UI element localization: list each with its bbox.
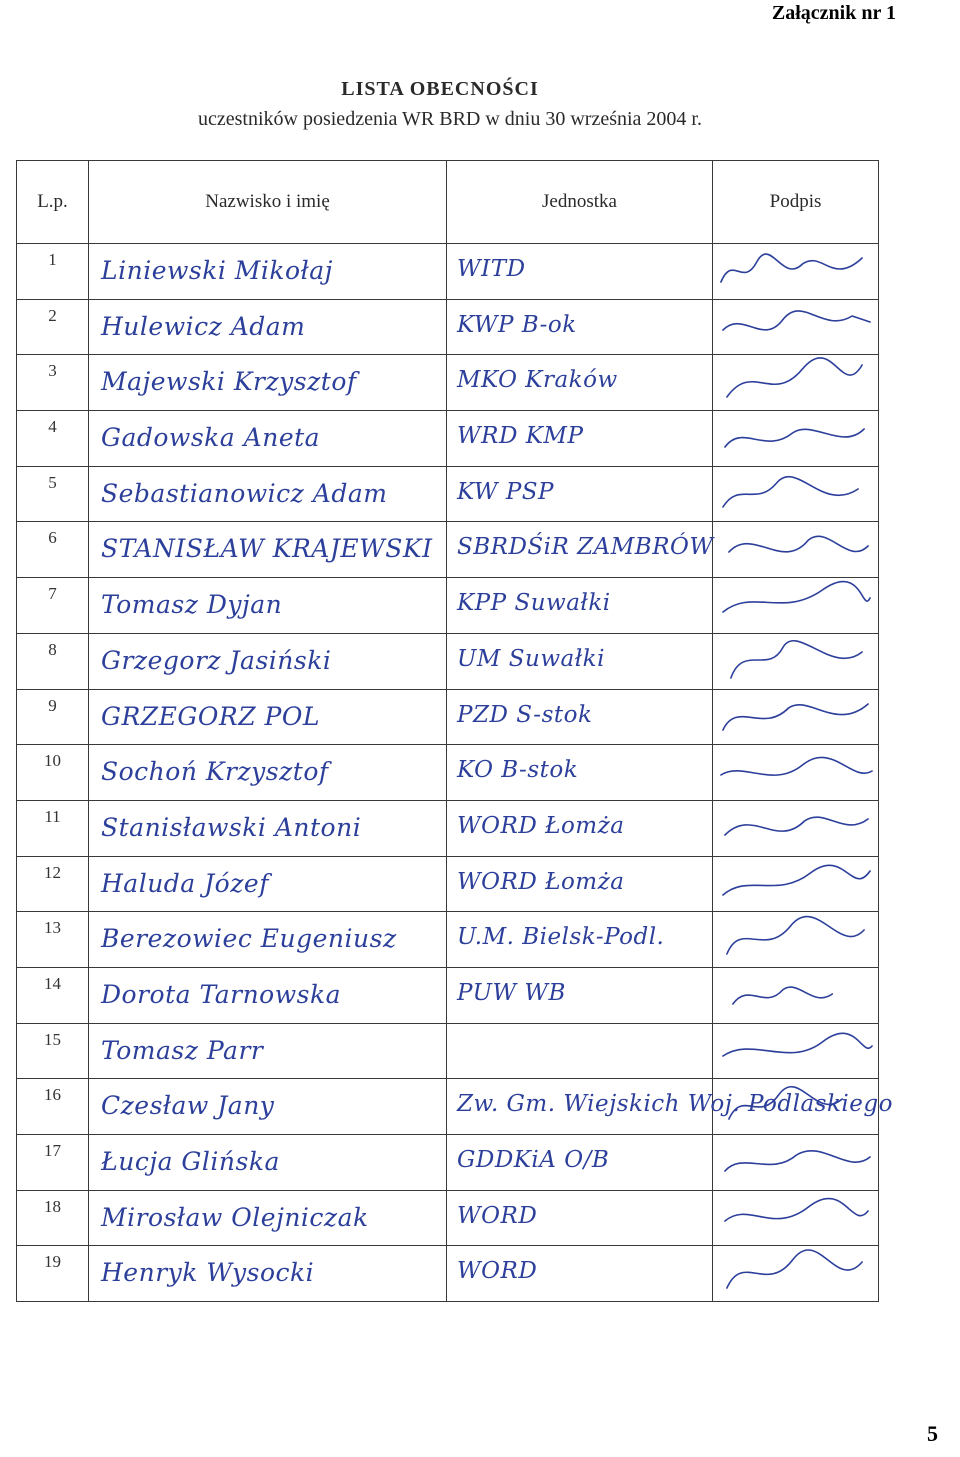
cell-unit — [447, 299, 713, 355]
signature-stroke — [723, 311, 870, 330]
handwritten-unit: KW PSP — [457, 478, 555, 505]
annex-label: Załącznik nr 1 — [771, 2, 896, 24]
handwritten-unit: MKO Kraków — [457, 367, 618, 394]
table-row — [17, 244, 879, 300]
signature-stroke — [727, 1250, 862, 1288]
handwritten-unit: PUW WB — [457, 979, 566, 1006]
handwritten-name: Sochoń Krzysztof — [101, 757, 329, 787]
handwritten-unit: KPP Suwałki — [457, 590, 611, 617]
cell-signature — [713, 800, 879, 856]
header-lp: L.p. — [17, 161, 89, 244]
cell-lp — [17, 244, 89, 300]
cell-lp — [17, 912, 89, 968]
handwritten-name: Berezowiec Eugeniusz — [101, 924, 397, 954]
cell-signature — [713, 1190, 879, 1246]
signature-mark — [713, 578, 878, 632]
header-name: Nazwisko i imię — [89, 161, 447, 244]
table-row — [17, 1246, 879, 1302]
table-row — [17, 466, 879, 522]
cell-name — [89, 967, 447, 1023]
signature-stroke — [727, 917, 864, 954]
table-row — [17, 1023, 879, 1079]
cell-signature — [713, 856, 879, 912]
signature-mark — [713, 1024, 878, 1078]
handwritten-unit: WITD — [457, 256, 526, 282]
cell-name — [89, 355, 447, 411]
cell-lp — [17, 578, 89, 634]
cell-unit — [447, 411, 713, 467]
cell-lp — [17, 633, 89, 689]
handwritten-name: Sebastianowicz Adam — [101, 478, 388, 508]
table-row — [17, 689, 879, 745]
cell-lp — [17, 856, 89, 912]
row-number: 17 — [44, 1141, 61, 1160]
handwritten-name: Stanisławski Antoni — [101, 812, 362, 842]
cell-lp — [17, 1079, 89, 1135]
cell-unit — [447, 912, 713, 968]
table-row — [17, 299, 879, 355]
signature-stroke — [729, 537, 868, 553]
handwritten-name: Łucja Glińska — [101, 1147, 280, 1176]
cell-lp — [17, 1023, 89, 1079]
cell-name — [89, 1190, 447, 1246]
handwritten-name: GRZEGORZ POL — [101, 701, 320, 731]
handwritten-name: STANISŁAW KRAJEWSKI — [101, 534, 433, 564]
signature-stroke — [733, 987, 832, 1004]
cell-name — [89, 912, 447, 968]
table-row — [17, 578, 879, 634]
signature-mark — [713, 467, 878, 521]
row-number: 19 — [44, 1252, 61, 1272]
row-number: 1 — [48, 250, 57, 269]
cell-unit — [447, 466, 713, 522]
handwritten-unit — [447, 1024, 712, 1036]
signature-stroke — [731, 641, 862, 678]
cell-signature — [713, 912, 879, 968]
signature-mark — [713, 690, 878, 744]
cell-unit — [447, 1135, 713, 1191]
cell-signature — [713, 1023, 879, 1079]
table-row — [17, 856, 879, 912]
handwritten-unit: WORD Łomża — [457, 868, 625, 895]
handwritten-name: Tomasz Dyjan — [101, 590, 283, 620]
table-row — [17, 967, 879, 1023]
signature-stroke — [723, 1033, 872, 1056]
cell-signature — [713, 299, 879, 355]
handwritten-unit: KWP B-ok — [457, 311, 577, 338]
cell-signature — [713, 522, 879, 578]
handwritten-name: Gadowska Aneta — [101, 423, 321, 453]
cell-name — [89, 522, 447, 578]
cell-signature — [713, 633, 879, 689]
cell-unit — [447, 856, 713, 912]
cell-name — [89, 633, 447, 689]
row-number: 2 — [48, 305, 57, 325]
cell-signature — [713, 745, 879, 801]
signature-mark — [713, 355, 878, 409]
row-number: 14 — [44, 973, 61, 993]
table-header-row — [17, 161, 879, 244]
cell-signature — [713, 355, 879, 411]
row-number: 18 — [44, 1196, 61, 1216]
cell-unit — [447, 578, 713, 634]
cell-lp — [17, 411, 89, 467]
signature-stroke — [723, 582, 870, 612]
cell-name — [89, 1246, 447, 1302]
handwritten-name: Hulewicz Adam — [101, 311, 306, 341]
signature-stroke — [723, 865, 870, 895]
cell-unit — [447, 1023, 713, 1079]
signature-mark — [713, 745, 878, 799]
handwritten-unit: WORD Łomża — [457, 812, 625, 839]
signature-stroke — [725, 429, 864, 447]
row-number: 12 — [44, 862, 61, 882]
signature-stroke — [721, 254, 862, 282]
signature-stroke — [725, 1198, 868, 1220]
page-number: 5 — [927, 1421, 938, 1446]
cell-name — [89, 466, 447, 522]
handwritten-unit: Zw. Gm. Wiejskich Woj. Podlaskiego — [457, 1091, 893, 1118]
signature-mark — [713, 1191, 878, 1245]
row-number: 3 — [48, 361, 57, 381]
cell-name — [89, 1135, 447, 1191]
handwritten-name: Czesław Jany — [101, 1091, 275, 1121]
row-number: 8 — [48, 639, 57, 659]
row-number: 10 — [44, 751, 61, 771]
cell-name — [89, 299, 447, 355]
cell-signature — [713, 466, 879, 522]
cell-unit — [447, 689, 713, 745]
cell-name — [89, 800, 447, 856]
cell-lp — [17, 1246, 89, 1302]
handwritten-unit: WORD — [457, 1202, 538, 1229]
cell-name — [89, 578, 447, 634]
table-row — [17, 522, 879, 578]
table-row — [17, 1190, 879, 1246]
cell-name — [89, 1023, 447, 1079]
cell-lp — [17, 355, 89, 411]
table-row — [17, 355, 879, 411]
signature-stroke — [727, 358, 862, 397]
table-row — [17, 411, 879, 467]
cell-unit — [447, 1246, 713, 1302]
signature-mark — [713, 801, 878, 855]
table-row — [17, 800, 879, 856]
handwritten-name: Tomasz Parr — [101, 1035, 264, 1065]
row-number: 5 — [48, 472, 57, 492]
signature-stroke — [723, 704, 868, 730]
handwritten-unit: U.M. Bielsk-Podl. — [457, 924, 665, 951]
cell-signature — [713, 578, 879, 634]
table-row — [17, 745, 879, 801]
row-number: 7 — [48, 584, 57, 604]
signature-mark — [713, 634, 878, 688]
signature-mark — [713, 300, 878, 354]
cell-name — [89, 689, 447, 745]
cell-lp — [17, 1135, 89, 1191]
cell-signature — [713, 1135, 879, 1191]
cell-lp — [17, 967, 89, 1023]
signature-mark — [713, 912, 878, 966]
document-title: LISTA OBECNOŚCI — [341, 78, 539, 100]
row-number: 4 — [48, 417, 57, 437]
cell-name — [89, 1079, 447, 1135]
signature-stroke — [723, 476, 858, 506]
handwritten-unit: WORD — [457, 1258, 538, 1285]
cell-lp — [17, 745, 89, 801]
cell-unit — [447, 633, 713, 689]
cell-lp — [17, 299, 89, 355]
signature-mark — [713, 522, 878, 576]
header-signature: Podpis — [713, 161, 879, 244]
row-number: 11 — [44, 806, 61, 826]
cell-unit — [447, 1079, 893, 1135]
row-number: 16 — [44, 1085, 61, 1105]
cell-signature — [713, 1246, 879, 1302]
signature-stroke — [725, 1151, 870, 1171]
signature-mark — [713, 1135, 878, 1189]
cell-signature — [713, 244, 879, 300]
cell-name — [89, 244, 447, 300]
cell-unit — [447, 522, 713, 578]
cell-unit — [447, 745, 713, 801]
handwritten-unit: PZD S-stok — [457, 701, 593, 728]
cell-lp — [17, 522, 89, 578]
cell-signature — [713, 967, 879, 1023]
handwritten-name: Haluda Józef — [101, 868, 269, 898]
signature-mark — [713, 244, 878, 298]
row-number: 15 — [44, 1029, 61, 1049]
cell-unit — [447, 355, 713, 411]
attendance-table — [16, 160, 893, 1302]
cell-name — [89, 856, 447, 912]
cell-signature — [713, 411, 879, 467]
document-subtitle: uczestników posiedzenia WR BRD w dniu 30 września 2004 r. — [198, 108, 702, 130]
cell-lp — [17, 800, 89, 856]
header-unit: Jednostka — [447, 161, 713, 244]
row-number: 13 — [44, 918, 61, 938]
cell-lp — [17, 689, 89, 745]
handwritten-name: Mirosław Olejniczak — [101, 1202, 369, 1232]
cell-unit — [447, 244, 713, 300]
handwritten-name: Grzegorz Jasiński — [101, 645, 332, 675]
table-row — [17, 912, 879, 968]
table-row — [17, 1135, 879, 1191]
table-row — [17, 633, 879, 689]
handwritten-unit: WRD KMP — [457, 423, 584, 450]
cell-name — [89, 745, 447, 801]
cell-lp — [17, 466, 89, 522]
handwritten-name: Majewski Krzysztof — [101, 367, 357, 397]
handwritten-unit: UM Suwałki — [457, 645, 605, 672]
handwritten-unit: GDDKiA O/B — [457, 1147, 610, 1173]
signature-mark — [713, 1246, 878, 1300]
cell-unit — [447, 967, 713, 1023]
cell-unit — [447, 1190, 713, 1246]
handwritten-unit: SBRDŚiR ZAMBRÓW — [457, 534, 714, 561]
handwritten-name: Liniewski Mikołaj — [101, 256, 333, 285]
cell-unit — [447, 800, 713, 856]
signature-stroke — [725, 817, 868, 835]
row-number: 6 — [48, 528, 57, 548]
table-row — [17, 1079, 879, 1135]
handwritten-name: Dorota Tarnowska — [101, 979, 342, 1009]
signature-stroke — [721, 758, 872, 776]
handwritten-name: Henryk Wysocki — [101, 1258, 315, 1288]
cell-signature — [713, 689, 879, 745]
signature-mark — [713, 411, 878, 465]
cell-lp — [17, 1190, 89, 1246]
signature-mark — [713, 857, 878, 911]
cell-name — [89, 411, 447, 467]
row-number: 9 — [48, 695, 57, 715]
signature-mark — [713, 968, 878, 1022]
handwritten-unit: KO B-stok — [457, 757, 579, 784]
